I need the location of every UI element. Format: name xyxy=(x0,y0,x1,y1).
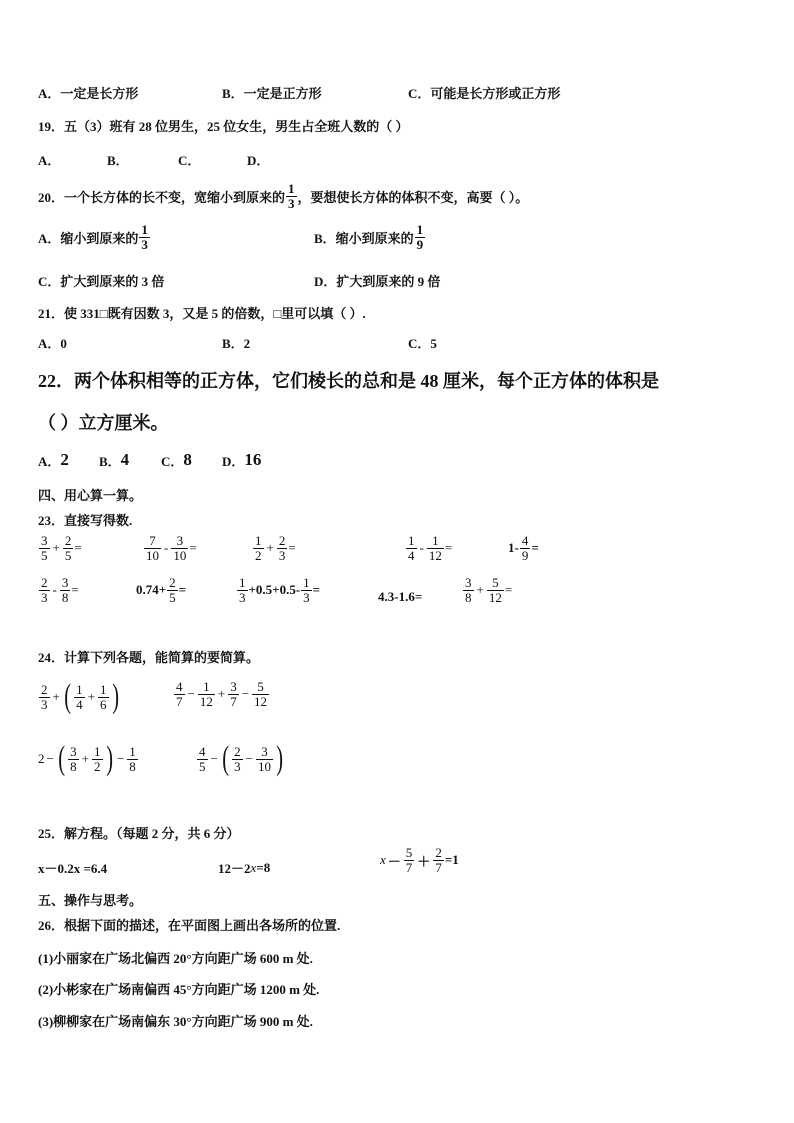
q24-expr-3: 2 − ( $\frac{3}{8}$ + $\frac{1}{2}$ ) − $\frac{1}{8}$ xyxy=(38,740,136,777)
q22-option-b: B． 4 xyxy=(99,450,130,469)
q26-stem: 26．根据下面的描述，在平面图上画出各场所的位置. xyxy=(38,918,341,933)
q20-option-b-fraction: $\frac{1}{9}$ xyxy=(416,222,424,252)
q18-option-b: B．一定是正方形 xyxy=(222,86,322,101)
q18-option-c: C．可能是长方形或正方形 xyxy=(408,86,561,101)
q21-stem: 21．使 331□既有因数 3，又是 5 的倍数，□里可以填（ ）. xyxy=(38,306,366,321)
q20-option-a-fraction: $\frac{1}{3}$ xyxy=(141,222,148,252)
q22-option-c: C． 8 xyxy=(161,450,192,469)
q22-option-d: D． 16 xyxy=(222,450,262,469)
q23-expr-5: 1- $\frac{4}{9}$ = xyxy=(508,533,539,563)
q24-expr-4: $\frac{4}{5}$ − ( $\frac{2}{3}$ − $\frac{3}{10}$ ) xyxy=(199,740,284,777)
q24-stem: 24．计算下列各题，能简算的要简算。 xyxy=(38,650,260,665)
q25-equation-1: x－0.2x =6.4 xyxy=(38,861,108,876)
q23-expr-1: $\frac{3}{5}$ + $\frac{2}{5}$ = xyxy=(41,533,82,563)
q25-equation-2: 12－2 x =8 xyxy=(218,859,271,876)
q26-item-3: (3)柳柳家在广场南偏东 30°方向距广场 900 m 处. xyxy=(38,1014,313,1029)
q24-expr-1: $\frac{2}{3}$ + ( $\frac{1}{4}$ + $\frac{1}{6}$ ) xyxy=(41,678,119,715)
q23-expr-6: $\frac{2}{3}$ - $\frac{3}{8}$ = xyxy=(41,575,79,605)
q21-option-a: A．0 xyxy=(38,336,67,351)
q19-option-d: D． xyxy=(247,153,270,168)
q19-option-b: B． xyxy=(107,153,129,168)
q23-expr-9: 4.3-1.6= xyxy=(378,589,423,604)
q19-stem: 19．五（3）班有 28 位男生，25 位女生，男生占全班人数的（ ） xyxy=(38,119,409,134)
q21-option-c: C．5 xyxy=(408,336,437,351)
q22-stem-line1: 22．两个体积相等的正方体，它们棱长的总和是 48 厘米，每个正方体的体积是 xyxy=(38,371,659,391)
q20-option-a: A．缩小到原来的 $\frac{1}{3}$ xyxy=(38,222,148,252)
q23-expr-3: $\frac{1}{2}$ + $\frac{2}{3}$ = xyxy=(255,533,296,563)
q23-expr-7: 0.74+ $\frac{2}{5}$ = xyxy=(136,575,187,605)
q22-option-a: A． 2 xyxy=(38,450,69,469)
q22-stem-line2: （ ）立方厘米。 xyxy=(38,413,169,433)
section-5-heading: 五、操作与思考。 xyxy=(38,893,143,908)
q20-stem-text: 20．一个长方体的长不变，宽缩小到原来的 xyxy=(38,189,286,205)
q23-expr-8: $\frac{1}{3}$ +0.5+0.5- $\frac{1}{3}$ = xyxy=(239,575,321,605)
q23-expr-4: $\frac{1}{4}$ - $\frac{1}{12}$ = xyxy=(408,533,453,563)
q20-option-b: B．缩小到原来的 $\frac{1}{9}$ xyxy=(314,222,424,252)
q23-stem: 23．直接写得数. xyxy=(38,513,133,528)
q23-expr-10: $\frac{3}{8}$ + $\frac{5}{12}$ = xyxy=(465,575,513,605)
q25-equation-3: x － $\frac{5}{7}$ ＋ $\frac{2}{7}$ =1 xyxy=(380,845,459,875)
q23-expr-2: $\frac{7}{10}$ - $\frac{3}{10}$ = xyxy=(146,533,197,563)
q21-option-b: B．2 xyxy=(222,336,251,351)
q20-option-c: C．扩大到原来的 3 倍 xyxy=(38,274,165,289)
q18-option-a: A．一定是长方形 xyxy=(38,86,139,101)
q25-stem: 25．解方程。（每题 2 分，共 6 分） xyxy=(38,826,240,841)
q19-option-c: C． xyxy=(178,153,201,168)
q20-option-d: D．扩大到原来的 9 倍 xyxy=(314,274,441,289)
q20-stem-text-end: ，要想使长方体的体积不变，高要（ ）。 xyxy=(297,189,529,205)
q19-option-a: A． xyxy=(38,153,61,168)
q20-stem xyxy=(38,182,528,210)
q26-item-1: (1)小丽家在广场北偏西 20°方向距广场 600 m 处. xyxy=(38,951,313,966)
q24-expr-2: $\frac{4}{7}$ − $\frac{1}{12}$ + $\frac{3}{7}$ − $\frac{5}{12}$ xyxy=(176,679,268,709)
section-4-heading: 四、用心算一算。 xyxy=(38,488,143,503)
q20-stem-fraction: $\frac{1}{3}$ xyxy=(288,181,295,211)
q26-item-2: (2)小彬家在广场南偏西 45°方向距广场 1200 m 处. xyxy=(38,982,320,997)
